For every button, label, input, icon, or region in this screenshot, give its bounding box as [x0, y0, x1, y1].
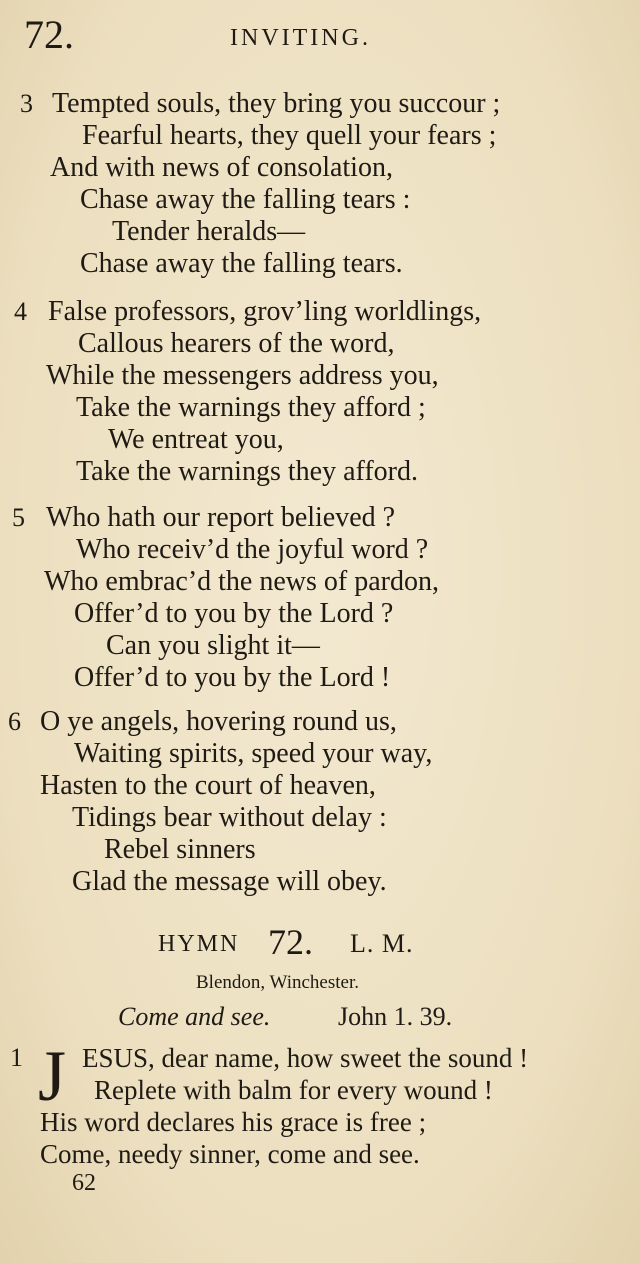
verse-line: Waiting spirits, speed your way,	[74, 738, 433, 769]
verse-line: Who embrac’d the news of pardon,	[44, 566, 439, 597]
verse-number: 5	[12, 503, 25, 532]
verse-line: Hasten to the court of heaven,	[40, 770, 376, 801]
verse-line: Replete with balm for every wound !	[94, 1075, 493, 1105]
verse-line: Can you slight it—	[106, 630, 320, 661]
verse-number: 6	[8, 707, 21, 736]
verse-line: Rebel sinners	[104, 834, 256, 865]
page-number: 72.	[24, 12, 74, 57]
verse-line: Take the warnings they afford ;	[76, 392, 426, 423]
hymn-meter: L. M.	[350, 929, 414, 958]
running-head: INVITING.	[230, 25, 371, 51]
verse-line: Tidings bear without delay :	[72, 802, 387, 833]
hymn-subtitle	[0, 1000, 640, 1034]
hymn-heading	[0, 924, 640, 964]
hymn-label: HYMN	[158, 931, 240, 957]
verse-number: 4	[14, 297, 27, 326]
verse-number: 3	[20, 89, 33, 118]
verse-line: Chase away the falling tears :	[80, 184, 411, 215]
verse-line: While the messengers address you,	[46, 360, 439, 391]
verse-line: O ye angels, hovering round us,	[40, 706, 397, 737]
verse-line: Who hath our report believed ?	[46, 502, 396, 533]
verse-line: ESUS, dear name, how sweet the sound !	[82, 1043, 529, 1073]
scripture-reference: John 1. 39.	[338, 1002, 453, 1031]
verse-line: Come, needy sinner, come and see.	[40, 1139, 420, 1169]
verse-line: Chase away the falling tears.	[80, 248, 403, 279]
verse-line: Tender heralds—	[112, 216, 306, 247]
hymn-number: 72.	[268, 922, 313, 962]
verse-line: We entreat you,	[108, 424, 284, 455]
verse-line: Fearful hearts, they quell your fears ;	[82, 120, 497, 151]
verse-line: Offer’d to you by the Lord !	[74, 662, 391, 693]
drop-cap: J	[38, 1036, 67, 1116]
tune-names: Blendon, Winchester.	[196, 972, 359, 993]
verse-line: Callous hearers of the word,	[78, 328, 395, 359]
signature-mark: 62	[72, 1170, 96, 1196]
verse-number: 1	[10, 1043, 23, 1072]
verse-line: His word declares his grace is free ;	[40, 1107, 427, 1137]
page-header	[0, 12, 640, 58]
verse-line: False professors, grov’ling worldlings,	[48, 296, 482, 327]
verse-line: Who receiv’d the joyful word ?	[76, 534, 429, 565]
verse-line: Glad the message will obey.	[72, 866, 387, 897]
verse-line: Take the warnings they afford.	[76, 456, 418, 487]
hymn-theme: Come and see.	[118, 1002, 271, 1031]
verse-line: And with news of consolation,	[50, 152, 393, 183]
verse-line: Offer’d to you by the Lord ?	[74, 598, 394, 629]
verse-line: Tempted souls, they bring you succour ;	[52, 88, 501, 119]
